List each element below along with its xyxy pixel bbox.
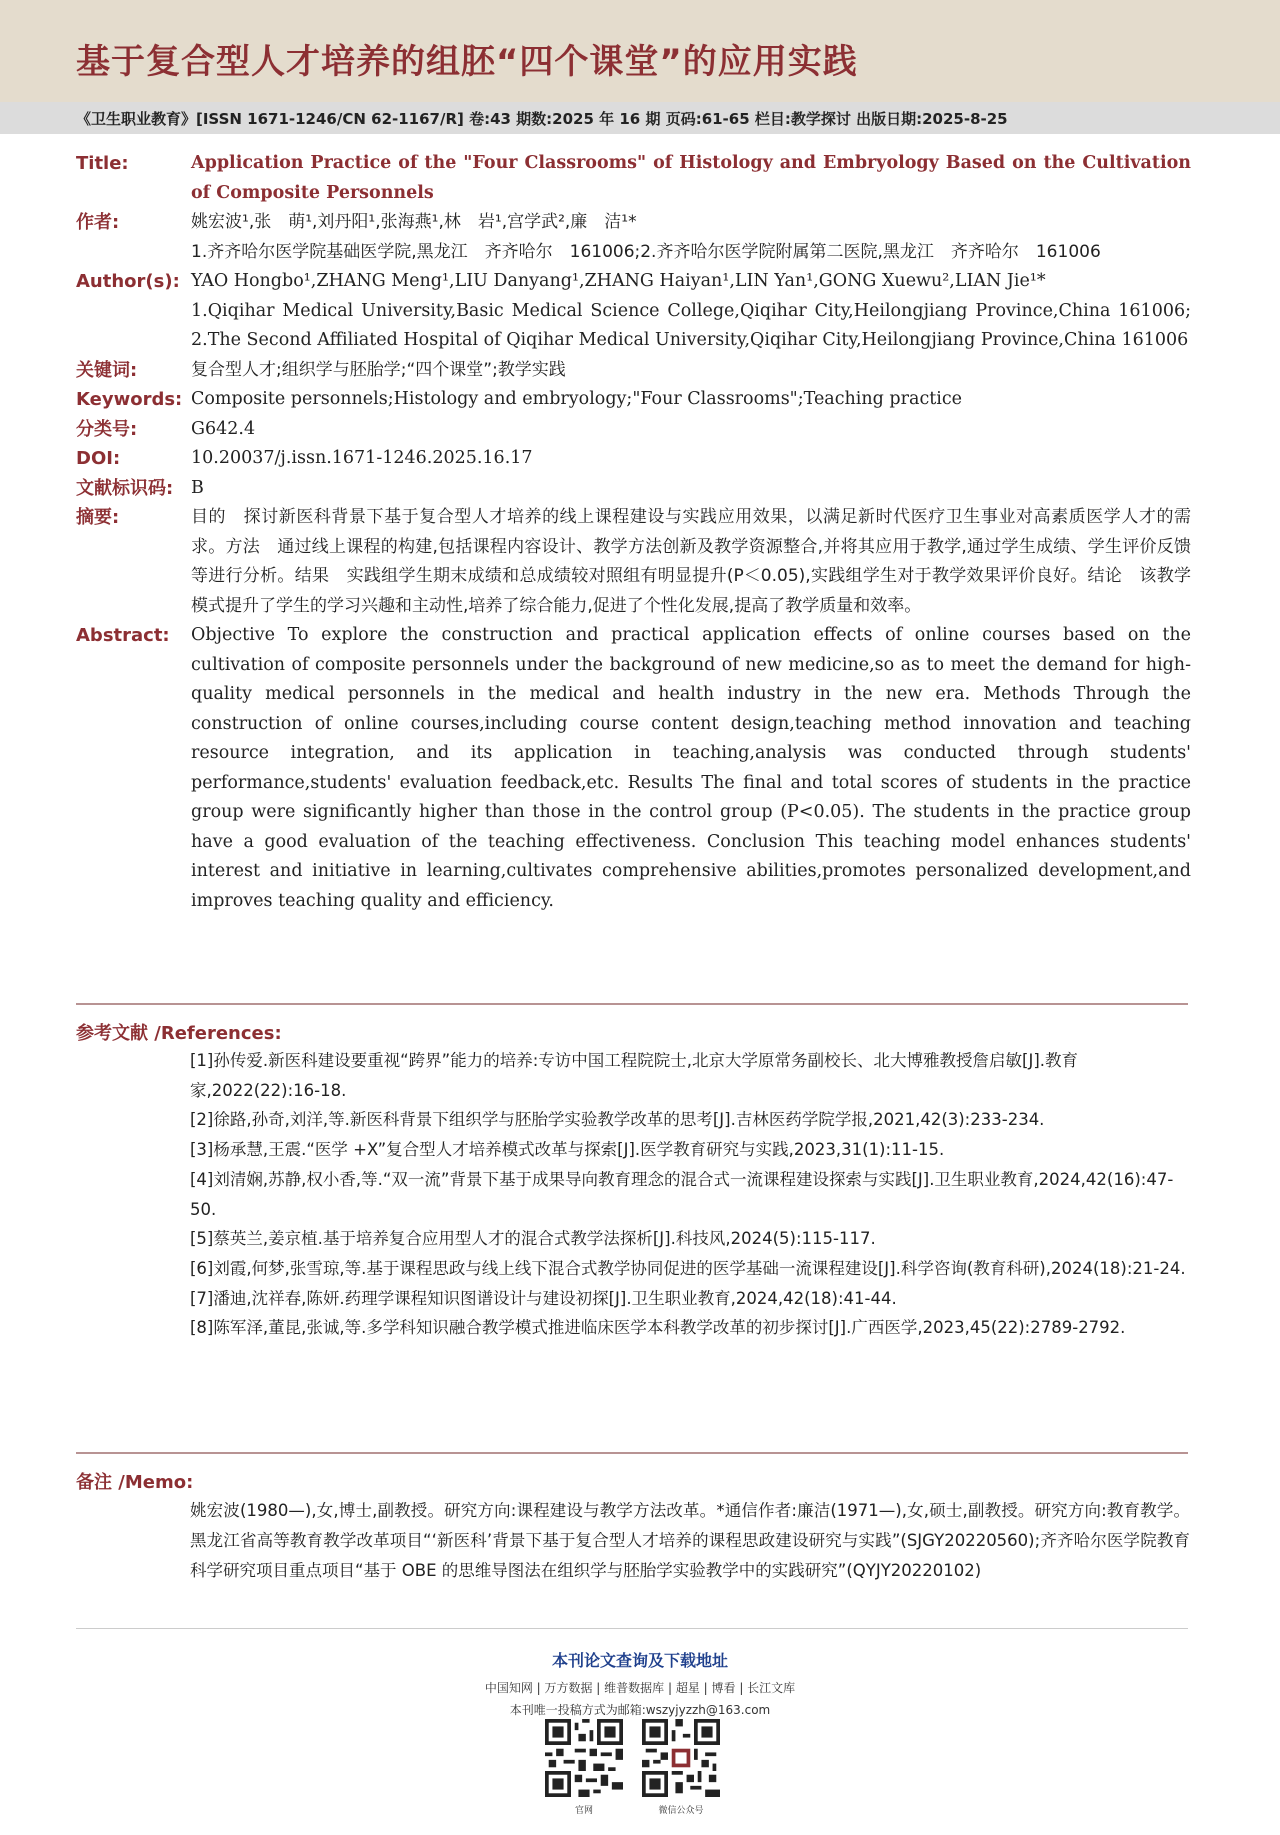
abstract-cn: 目的 探讨新医科背景下基于复合型人才培养的线上课程建设与实践应用效果，以满足新时代医疗卫生事业对高素质医学人才的需求。方法 通过线上课程的构建,包括课程内容设计、教学方法创新及教学资源整合,并将其应用于教学,通过学生成绩、学生评价反馈等进行分析。结果 实践组学生期末成绩和总成绩较对照组有明显提升(P＜0.05),实践组学生对于教学效果评价良好。结论 该教学模式提升了学生的学习兴趣和主动性,培养了综合能力,促进了个性化发展,提高了教学质量和效率。: [191, 507, 1191, 616]
affiliation-cn: 1.齐齐哈尔医学院基础医学院,黑龙江 齐齐哈尔 161006;2.齐齐哈尔医学院附属第二医院,黑龙江 齐齐哈尔 161006: [191, 241, 1101, 262]
reference-item: [7]潘迪,沈祥春,陈妍.药理学课程知识图谱设计与建设初探[J].卫生职业教育,2024,42(18):41-44.: [190, 1288, 897, 1308]
doc-code-value: B: [191, 477, 204, 498]
keywords-en-label: Keywords:: [76, 389, 183, 410]
authors-en: YAO Hongbo¹,ZHANG Meng¹,LIU Danyang¹,ZHANG Haiyan¹,LIN Yan¹,GONG Xuewu²,LIAN Jie¹*: [191, 271, 1046, 291]
title-bar: [0, 0, 1280, 102]
affiliation-en: 1.Qiqihar Medical University,Basic Medical Science College,Qiqihar City,Heilongjiang Province,China 161006; 2.The Second Affiliated Hospital of Qiqihar Medical University,Qiqihar City,Heilongjiang Province,China 161006: [191, 300, 1191, 350]
doc-code-row: [76, 474, 1191, 504]
classification-row: [76, 415, 1191, 445]
classification-label: 分类号:: [76, 418, 138, 440]
article-title: 基于复合型人才培养的组胚“四个课堂”的应用实践: [76, 42, 858, 82]
authors-cn: 姚宏波¹,张 萌¹,刘丹阳¹,张海燕¹,林 岩¹,宫学武²,廉 洁¹*: [191, 212, 637, 232]
divider-memo: [76, 1452, 1188, 1454]
reference-item: [8]陈军泽,董昆,张诚,等.多学科知识融合教学模式推进临床医学本科教学改革的初步探讨[J].广西医学,2023,45(22):2789-2792.: [190, 1318, 1126, 1338]
footer-title: 本刊论文查询及下载地址: [551, 1651, 728, 1670]
authors-en-row: [76, 267, 1191, 356]
qr2-caption: 微信公众号: [658, 1806, 704, 1816]
keywords-cn-label: 关键词:: [76, 359, 138, 381]
memo-label: 备注 /Memo:: [76, 1472, 194, 1493]
doi-label: DOI:: [76, 448, 121, 469]
doi-row: [76, 444, 1191, 474]
title-label: Title:: [76, 153, 129, 174]
keywords-cn-row: [76, 356, 1191, 386]
journal-info: 《卫生职业教育》[ISSN 1671-1246/CN 62-1167/R] 卷:43 期数:2025 年 16 期 页码:61-65 栏目:教学探讨 出版日期:2025-8-25: [76, 110, 1008, 128]
footer: [340, 1650, 940, 1718]
divider-references: [76, 1003, 1188, 1005]
journal-info-bar: [0, 102, 1280, 134]
article-metadata: [76, 149, 1191, 916]
title-row: [76, 149, 1191, 208]
reference-item: [1]孙传爱.新医科建设要重视“跨界”能力的培养:专访中国工程院院士,北京大学原常务副校长、北大博雅教授詹启敏[J].教育家,2022(22):16-18.: [190, 1051, 1079, 1100]
abstract-cn-label: 摘要:: [76, 507, 120, 528]
memo-text: 姚宏波(1980—),女,博士,副教授。研究方向:课程建设与教学方法改革。*通信作者:廉洁(1971—),女,硕士,副教授。研究方向:教育教学。黑龙江省高等教育教学改革项目“‘新医科’背景下基于复合型人才培养的课程思政建设研究与实践”(SJGY20220560);齐齐哈尔医学院教育科学研究项目重点项目“基于 OBE 的思维导图法在组织学与胚胎学实验教学中的实践研究”(QYJY20220102): [190, 1501, 1190, 1580]
qr-code-icon: [545, 1719, 623, 1797]
keywords-cn: 复合型人才;组织学与胚胎学;“四个课堂”;教学实践: [191, 359, 566, 380]
abstract-cn-row: [76, 503, 1191, 621]
divider-footer: [76, 1628, 1188, 1629]
english-title: Application Practice of the "Four Classrooms" of Histology and Embryology Based on the Cultivation of Composite Personnels: [191, 153, 1191, 203]
qr-codes: [545, 1719, 720, 1819]
abstract-en: Objective To explore the construction and practical application effects of online courses based on the cultivation of composite personnels under the background of new medicine,so as to meet the demand for high-quality medical personnels in the medical and health industry in the new era. Methods Through the construction of online courses,including course content design,teaching method innovation and teaching resource integration, and its application in teaching,analysis was conducted through students' performance,students' evaluation feedback,etc. Results The final and total scores of students in the practice group were significantly higher than those in the control group (P<0.05). The students in the practice group have a good evaluation of the teaching effectiveness. Conclusion This teaching model enhances students' interest and initiative in learning,cultivates comprehensive abilities,promotes personalized development,and improves teaching quality and efficiency.: [191, 625, 1191, 911]
reference-item: [4]刘清娴,苏静,权小香,等.“双一流”背景下基于成果导向教育理念的混合式一流课程建设探索与实践[J].卫生职业教育,2024,42(16):47-50.: [190, 1169, 1174, 1219]
references-label: 参考文献 /References:: [76, 1023, 282, 1044]
abstract-en-label: Abstract:: [76, 625, 170, 646]
authors-cn-row: [76, 208, 1191, 267]
qr-code-icon: [642, 1719, 720, 1797]
doi-value: 10.20037/j.issn.1671-1246.2025.16.17: [191, 448, 533, 468]
doc-code-label: 文献标识码:: [76, 477, 174, 499]
qr1-caption: 官网: [574, 1806, 593, 1816]
keywords-en: Composite personnels;Histology and embryology;"Four Classrooms";Teaching practice: [191, 389, 963, 409]
reference-item: [6]刘霞,何梦,张雪琼,等.基于课程思政与线上线下混合式教学协同促进的医学基础一流课程建设[J].科学咨询(教育科研),2024(18):21-24.: [190, 1258, 1186, 1278]
footer-email: 本刊唯一投稿方式为邮箱:wszyjyzzh@163.com: [509, 1703, 771, 1717]
abstract-en-row: [76, 621, 1191, 916]
authors-cn-label: 作者:: [76, 212, 120, 233]
reference-item: [3]杨承慧,王震.“医学 +X”复合型人才培养模式改革与探索[J].医学教育研究与实践,2023,31(1):11-15.: [190, 1140, 945, 1160]
keywords-en-row: [76, 385, 1191, 415]
footer-databases: 中国知网 | 万方数据 | 维普数据库 | 超星 | 博看 | 长江文库: [484, 1681, 796, 1695]
reference-item: [2]徐路,孙奇,刘洋,等.新医科背景下组织学与胚胎学实验教学改革的思考[J].吉林医药学院学报,2021,42(3):233-234.: [190, 1110, 1045, 1130]
reference-item: [5]蔡英兰,姜京植.基于培养复合应用型人才的混合式教学法探析[J].科技风,2024(5):115-117.: [190, 1229, 876, 1249]
authors-en-label: Author(s):: [76, 271, 180, 292]
classification-code: G642.4: [191, 418, 256, 439]
references-list: [190, 1046, 1190, 1343]
